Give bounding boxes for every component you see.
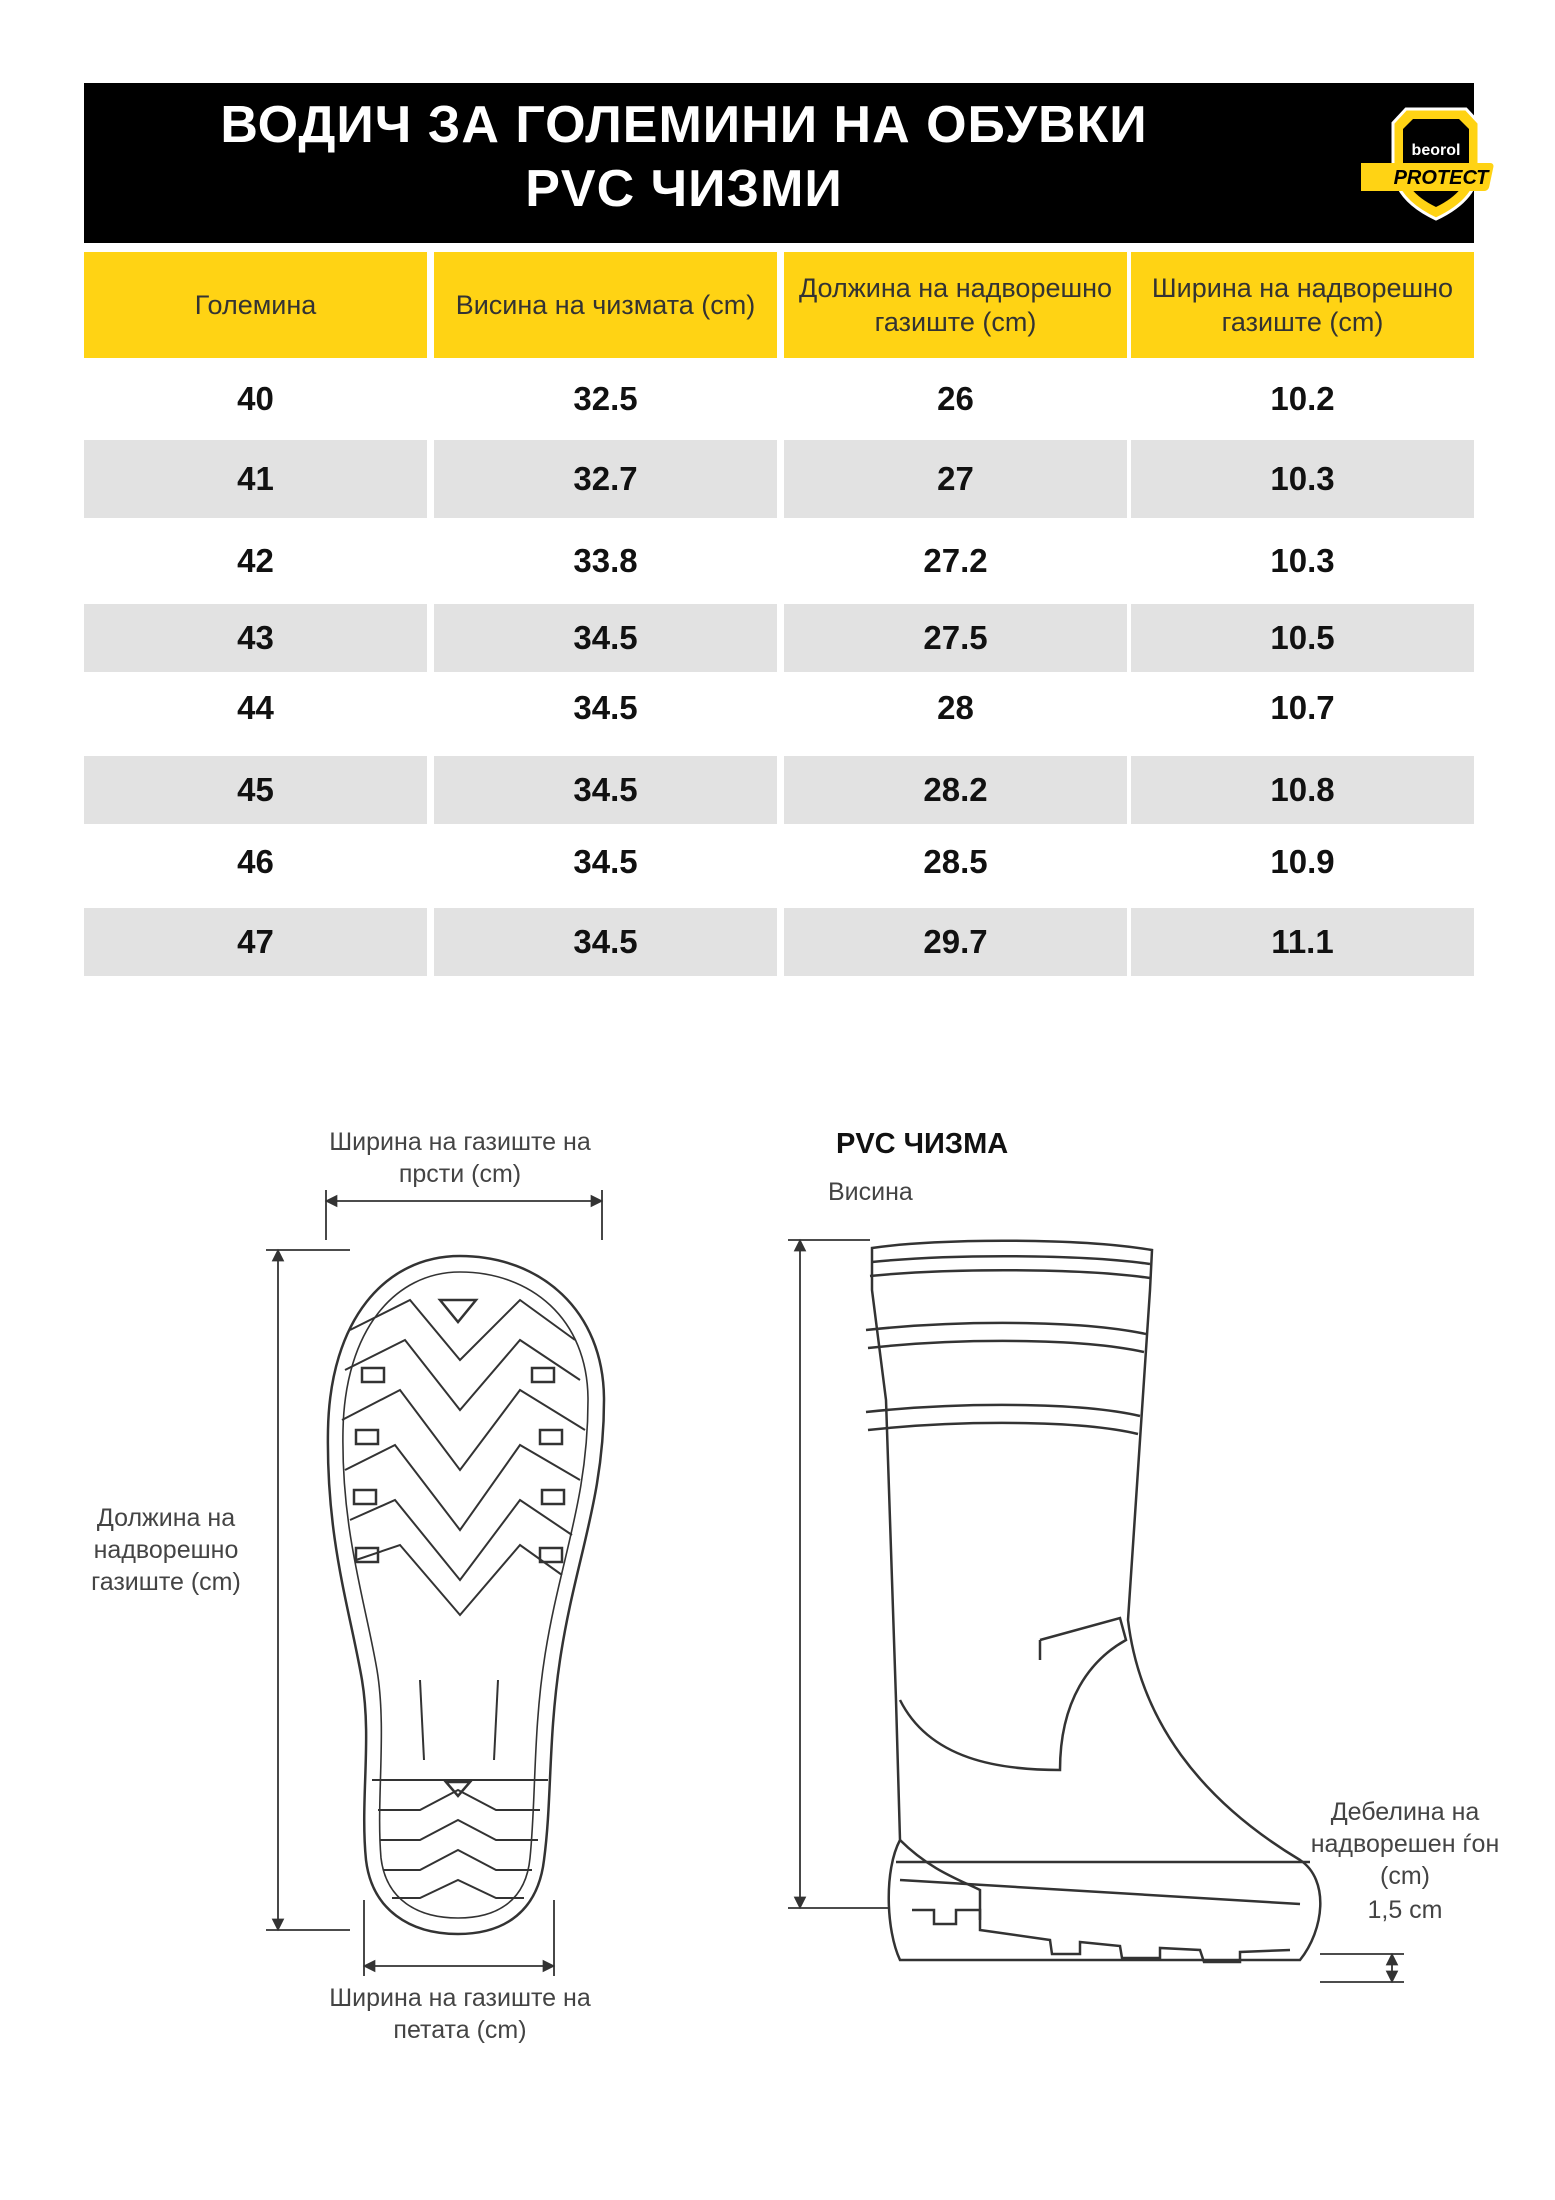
- toe-width-label: Ширина на газиште на прсти (cm): [329, 1128, 591, 1188]
- sole-dimension-arrows: [266, 1190, 602, 1976]
- cell-sole-width: 10.7: [1270, 689, 1335, 726]
- cell-size: 40: [237, 380, 274, 417]
- cell-boot-height: 33.8: [573, 542, 638, 579]
- cell-size: 45: [84, 756, 427, 824]
- cell-sole-length: 26: [937, 380, 974, 417]
- cell-size: 41: [84, 440, 427, 518]
- cell-sole-length: 28.2: [784, 756, 1127, 824]
- column-header-size: Големина: [84, 252, 427, 358]
- sole-thickness-label: Дебелина на надворешен ѓон (cm): [1310, 1798, 1500, 1890]
- cell-boot-height: 32.5: [573, 380, 638, 417]
- boot-height-label: Висина: [828, 1178, 913, 1206]
- cell-sole-length: 27.2: [923, 542, 988, 579]
- cell-size: 42: [237, 542, 274, 579]
- cell-sole-length: 28.5: [923, 843, 988, 880]
- cell-sole-length: 27: [784, 440, 1127, 518]
- cell-size: 47: [84, 908, 427, 976]
- cell-size: 44: [237, 689, 274, 726]
- column-header-boot-height: Висина на чизмата (cm): [434, 252, 777, 358]
- cell-sole-width: 10.3: [1131, 440, 1474, 518]
- title-line-2: PVC ЧИЗМИ: [525, 160, 843, 218]
- sole-drawing: [328, 1256, 604, 1934]
- cell-sole-width: 10.3: [1270, 542, 1335, 579]
- boot-diagram-title: PVC ЧИЗМА: [836, 1128, 1009, 1160]
- cell-sole-length: 29.7: [784, 908, 1127, 976]
- cell-size: 46: [237, 843, 274, 880]
- logo-brand-text: beorol: [1411, 142, 1461, 159]
- cell-sole-width: 10.9: [1270, 843, 1335, 880]
- sole-thickness-value: 1,5 cm: [1367, 1896, 1443, 1924]
- cell-sole-length: 27.5: [784, 604, 1127, 672]
- cell-boot-height: 34.5: [573, 843, 638, 880]
- cell-size: 43: [84, 604, 427, 672]
- cell-boot-height: 34.5: [434, 908, 777, 976]
- logo-protect-text: PROТЕСТ: [1393, 167, 1489, 189]
- column-header-sole-length: Должина на надворешно газиште (cm): [784, 252, 1127, 358]
- column-header-sole-width: Ширина на надворешно газиште (cm): [1131, 252, 1474, 358]
- cell-boot-height: 34.5: [573, 689, 638, 726]
- cell-sole-width: 11.1: [1131, 908, 1474, 976]
- boot-drawing: [866, 1241, 1320, 1962]
- cell-boot-height: 34.5: [434, 604, 777, 672]
- cell-sole-width: 10.8: [1131, 756, 1474, 824]
- heel-width-label: Ширина на газиште на петата (cm): [329, 1984, 591, 2044]
- cell-boot-height: 32.7: [434, 440, 777, 518]
- title-line-1: ВОДИЧ ЗА ГОЛЕМИНИ НА ОБУВКИ: [220, 96, 1148, 154]
- cell-sole-width: 10.2: [1270, 380, 1335, 417]
- sole-length-label: Должина на надворешно газиште (cm): [91, 1504, 241, 1596]
- cell-sole-length: 28: [937, 689, 974, 726]
- cell-sole-width: 10.5: [1131, 604, 1474, 672]
- cell-boot-height: 34.5: [434, 756, 777, 824]
